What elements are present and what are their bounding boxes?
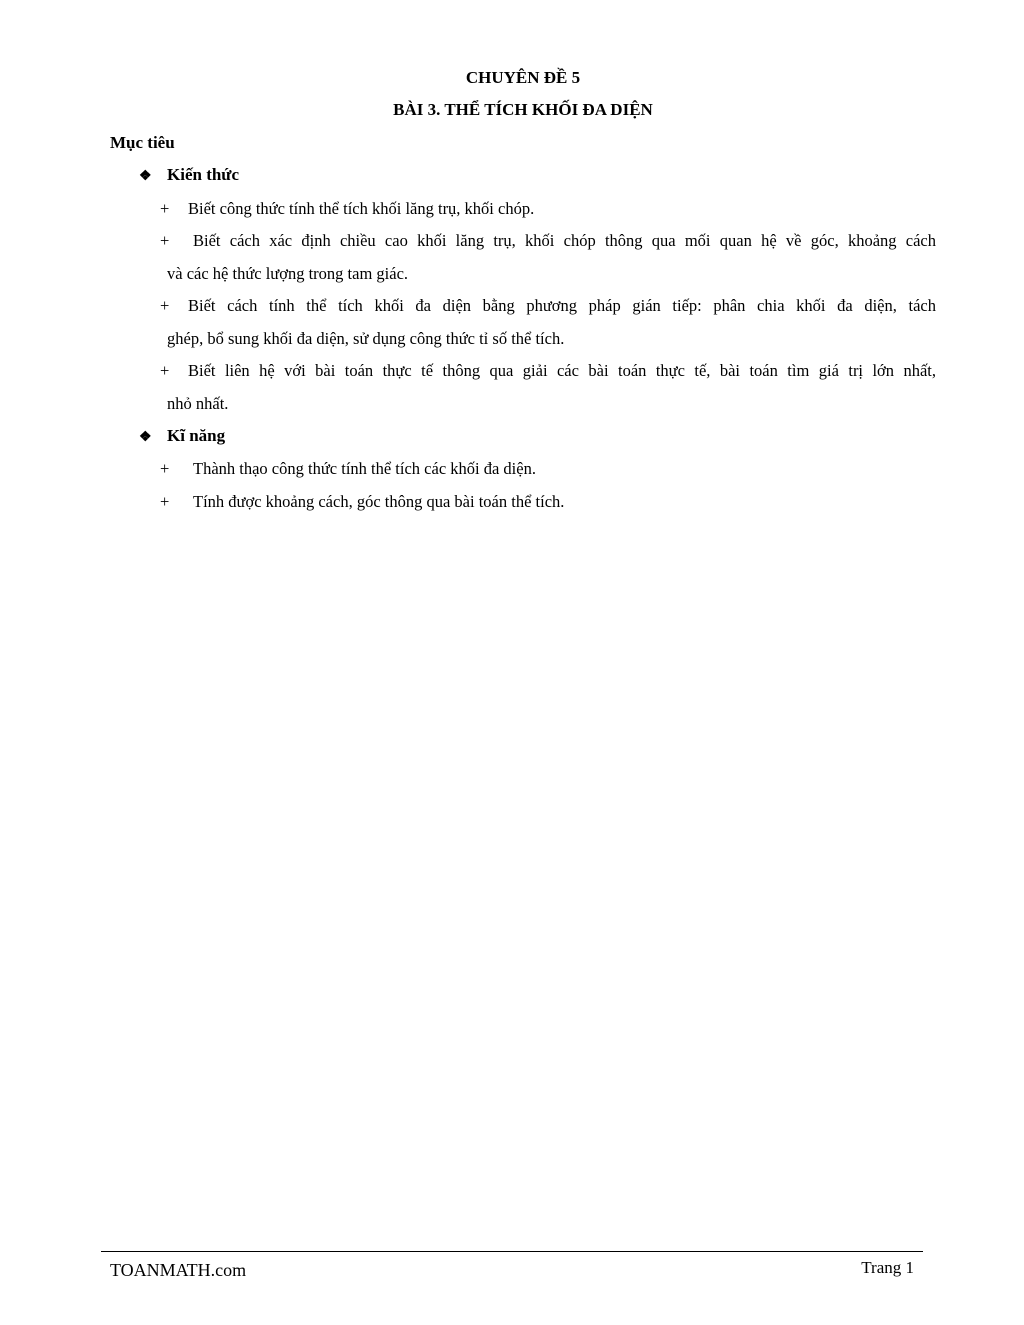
item-text-line: Biết cách tính thể tích khối đa diện bằng phương pháp gián tiếp: phân chia khối đa diện, tách — [188, 296, 936, 315]
skills-label: Kĩ năng — [167, 426, 226, 445]
diamond-bullet-icon: ❖ — [139, 169, 152, 184]
footer-site: TOANMATH.com — [110, 1260, 247, 1280]
plus-marker: + — [160, 231, 170, 250]
item-text-line: và các hệ thức lượng trong tam giác. — [167, 263, 409, 283]
item-text-line: ghép, bổ sung khối đa diện, sử dụng công thức tỉ số thể tích. — [167, 328, 565, 348]
lesson-title: BÀI 3. THỂ TÍCH KHỐI ĐA DIỆN — [393, 100, 653, 119]
skills-heading — [139, 426, 225, 448]
item-text — [160, 355, 936, 420]
list-item — [160, 453, 936, 486]
footer-divider — [101, 1251, 923, 1252]
item-text: Tính được khoảng cách, góc thông qua bài toán thể tích. — [193, 492, 565, 511]
list-item — [160, 486, 936, 519]
plus-marker: + — [160, 296, 170, 315]
list-item — [160, 193, 936, 226]
objectives-heading: Mục tiêu — [110, 133, 175, 152]
knowledge-label: Kiến thức — [167, 165, 240, 184]
plus-marker: + — [160, 361, 170, 380]
plus-marker: + — [160, 199, 170, 218]
diamond-bullet-icon: ❖ — [139, 430, 152, 445]
item-text — [160, 290, 936, 355]
item-text: Thành thạo công thức tính thể tích các khối đa diện. — [193, 459, 536, 478]
item-text-line: Biết cách xác định chiều cao khối lăng trụ, khối chóp thông qua mối quan hệ về góc, khoảng cách — [193, 231, 936, 250]
item-text — [160, 225, 936, 290]
knowledge-heading — [139, 165, 239, 187]
list-item — [160, 290, 936, 355]
chapter-title: CHUYÊN ĐỀ 5 — [465, 68, 581, 87]
list-item — [160, 225, 936, 290]
item-text-line: nhỏ nhất. — [167, 393, 229, 413]
plus-marker: + — [160, 459, 170, 478]
plus-marker: + — [160, 492, 170, 511]
item-text: Biết công thức tính thể tích khối lăng trụ, khối chóp. — [188, 199, 535, 218]
item-text-line: Biết liên hệ với bài toán thực tế thông qua giải các bài toán thực tế, bài toán tìm giá trị lớn nhất, — [188, 361, 936, 380]
list-item — [160, 355, 936, 420]
footer-page-number: Trang 1 — [861, 1258, 914, 1277]
